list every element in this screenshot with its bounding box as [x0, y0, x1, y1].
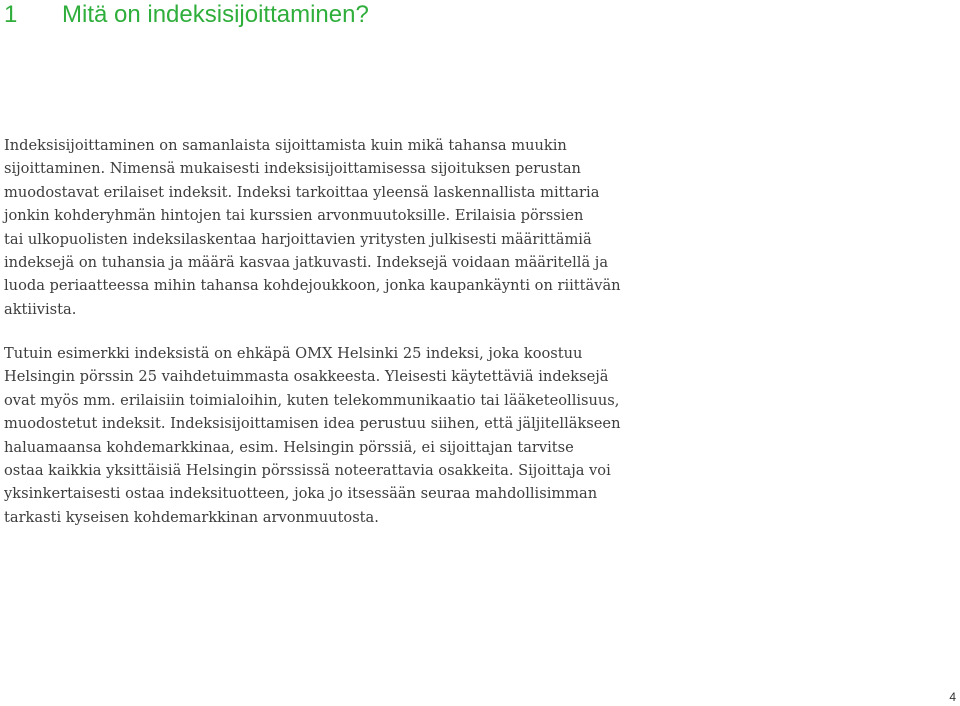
- paragraph-line: jonkin kohderyhmän hintojen tai kurssien arvonmuutoksille. Erilaisia pörssien: [4, 207, 584, 225]
- paragraph-line: tarkasti kyseisen kohdemarkkinan arvonmuutosta.: [4, 508, 379, 526]
- page-title: [4, 0, 369, 30]
- section-number: 1: [4, 1, 18, 28]
- paragraph-line: Tutuin esimerkki indeksistä on ehkäpä OMX Helsinki 25 indeksi, joka koostuu: [4, 345, 583, 362]
- paragraph-line: haluamaansa kohdemarkkinaa, esim. Helsingin pörssiä, ei sijoittajan tarvitse: [4, 438, 574, 456]
- paragraph-2: [4, 342, 694, 529]
- paragraph-1: [4, 134, 694, 321]
- page-number: 4: [949, 690, 956, 704]
- paragraph-line: ostaa kaikkia yksittäisiä Helsingin pörssissä noteerattavia osakkeita. Sijoittaja voi: [4, 462, 611, 480]
- paragraph-line: muodostetut indeksit. Indeksisijoittamisen idea perustuu siihen, että jäljitelläkseen: [4, 415, 621, 433]
- paragraph-line: tai ulkopuolisten indeksilaskentaa harjoittavien yritysten julkisesti määrittämiä: [4, 230, 592, 248]
- paragraph-line: aktiivista.: [4, 300, 77, 318]
- paragraph-line: ovat myös mm. erilaisiin toimialoihin, kuten telekommunikaatio tai lääketeollisuus,: [4, 391, 620, 409]
- paragraph-line: indeksejä on tuhansia ja määrä kasvaa jatkuvasti. Indeksejä voidaan määritellä ja: [4, 254, 609, 272]
- paragraph-line: Helsingin pörssin 25 vaihdetuimmasta osakkeesta. Yleisesti käytettäviä indeksejä: [4, 368, 609, 386]
- paragraph-line: sijoittaminen. Nimensä mukaisesti indeksisijoittamisessa sijoituksen perustan: [4, 160, 581, 178]
- section-title: Mitä on indeksisijoittaminen?: [62, 1, 369, 28]
- paragraph-line: muodostavat erilaiset indeksit. Indeksi tarkoittaa yleensä laskennallista mittaria: [4, 183, 600, 201]
- paragraph-line: yksinkertaisesti ostaa indeksituotteen, joka jo itsessään seuraa mahdollisimman: [4, 485, 598, 503]
- paragraph-line: luoda periaatteessa mihin tahansa kohdejoukkoon, jonka kaupankäynti on riittävän: [4, 277, 621, 295]
- paragraph-line: Indeksisijoittaminen on samanlaista sijoittamista kuin mikä tahansa muukin: [4, 137, 567, 154]
